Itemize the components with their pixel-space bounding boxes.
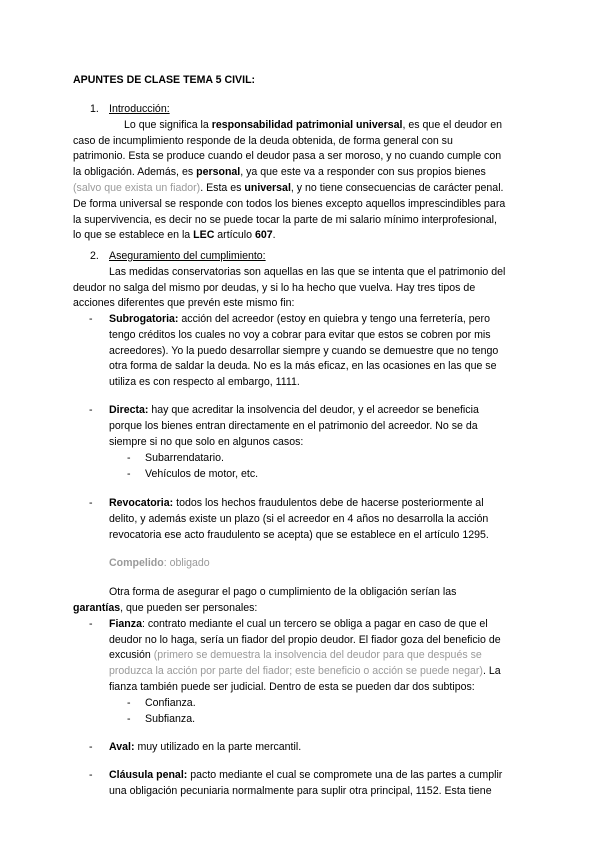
list-item-revocatoria: Revocatoria: todos los hechos fraudulentos debe de hacerse posteriormente al [109, 497, 484, 509]
sub-list-item: Confianza. [145, 697, 196, 709]
list-item-line: excusión (primero se demuestra la insolvencia del deudor para que después se [109, 649, 482, 661]
sub-list-item: Vehículos de motor, etc. [145, 468, 259, 480]
section-1-number: 1. [90, 103, 99, 115]
document-title: APUNTES DE CLASE TEMA 5 CIVIL: [73, 74, 256, 86]
list-item-subrogatoria: Subrogatoria: acción del acreedor (estoy en quiebra y tengo una ferretería, pero [109, 313, 490, 325]
section-1-heading: Introducción: [109, 103, 170, 115]
list-item-line: delito, y además existe un plazo (si el acreedor en 4 años no desarrolla la acción [109, 513, 489, 525]
paragraph-line: De forma universal se responde con todos los bienes excepto aquellos imprescindibles para [73, 198, 506, 210]
list-item-line: deudor no lo haga, sería un fiador del propio deudor. El fiador goza del beneficio de [109, 634, 501, 646]
sub-list-item: Subfianza. [145, 713, 196, 725]
bullet-dash: - [89, 313, 93, 325]
section-2-number: 2. [90, 250, 99, 262]
paragraph-line: acciones diferentes que prevén este mismo fin: [73, 297, 295, 309]
list-item-line: produzca la acción por parte del fiador; este beneficio o acción se puede negar). La [109, 665, 501, 677]
list-item-line: otra forma de saldar la deuda. No es la más eficaz, en las ocasiones en las que se [109, 360, 497, 372]
paragraph-line: Otra forma de asegurar el pago o cumplimiento de la obligación serían las [109, 586, 457, 598]
paragraph-line: garantías, que pueden ser personales: [73, 602, 258, 614]
bullet-dash: - [89, 497, 93, 509]
paragraph-line: caso de incumplimiento responde de la deuda obtenida, de forma general con su [73, 135, 453, 147]
paragraph-line: la supervivencia, es decir no se puede tocar la parte de mi salario mínimo interprofesional, [73, 214, 497, 226]
list-item-directa: Directa: hay que acreditar la insolvencia del deudor, y el acreedor se beneficia [109, 404, 479, 416]
list-item-line: siempre si no que solo en algunos casos: [109, 436, 304, 448]
bullet-dash: - [89, 769, 93, 781]
list-item-line: utiliza es con respecto al embargo, 1111. [109, 376, 300, 388]
list-item-clausula-penal: Cláusula penal: pacto mediante el cual se compromete una de las partes a cumplir [109, 769, 503, 781]
paragraph-line: Las medidas conservatorias son aquellas en las que se intenta que el patrimonio del [109, 266, 506, 278]
paragraph-line: (salvo que exista un fiador). Esta es universal, y no tiene consecuencias de carácter penal. [73, 182, 504, 194]
paragraph-line: deudor no salga del mismo por deudas, y si lo ha hecho que vuelva. Hay tres tipos de [73, 282, 476, 294]
list-item-line: tengo créditos los cuales no voy a cobrar para evitar que estos se cobren por mis [109, 329, 491, 341]
paragraph-line: patrimonio. Esta se produce cuando el deudor pasa a ser moroso, y no cuando cumple con [73, 150, 502, 162]
list-item-line: revocatoria ese acto fraudulento se acepta) que se establece en el artículo 1295. [109, 529, 489, 541]
bullet-dash: - [89, 404, 93, 416]
list-item-line: acreedores). Yo la puedo desarrollar siempre y cuando se demuestre que no tengo [109, 345, 499, 357]
sub-bullet-dash: - [127, 697, 131, 709]
bullet-dash: - [89, 618, 93, 630]
note-compelido: Compelido: obligado [109, 557, 210, 569]
bullet-dash: - [89, 741, 93, 753]
list-item-line: porque los bienes entran directamente en el patrimonio del acreedor. No se da [109, 420, 478, 432]
list-item-aval: Aval: muy utilizado en la parte mercantil. [109, 741, 302, 753]
sub-bullet-dash: - [127, 468, 131, 480]
list-item-line: fianza también puede ser judicial. Dentro de esta se pueden dar dos subtipos: [109, 681, 475, 693]
sub-list-item: Subarrendatario. [145, 452, 224, 464]
section-2-heading: Aseguramiento del cumplimiento: [109, 250, 266, 262]
sub-bullet-dash: - [127, 713, 131, 725]
list-item-line: una obligación pecuniaria normalmente para suplir otra principal, 1152. Esta tiene [109, 785, 492, 797]
paragraph-line: la obligación. Además, es personal, ya que este va a responder con sus propios bienes [73, 166, 486, 178]
paragraph-line: Lo que significa la responsabilidad patrimonial universal, es que el deudor en [124, 119, 503, 131]
paragraph-line: lo que se establece en la LEC artículo 607. [73, 229, 276, 241]
list-item-fianza: Fianza: contrato mediante el cual un tercero se obliga a pagar en caso de que el [109, 618, 488, 630]
sub-bullet-dash: - [127, 452, 131, 464]
